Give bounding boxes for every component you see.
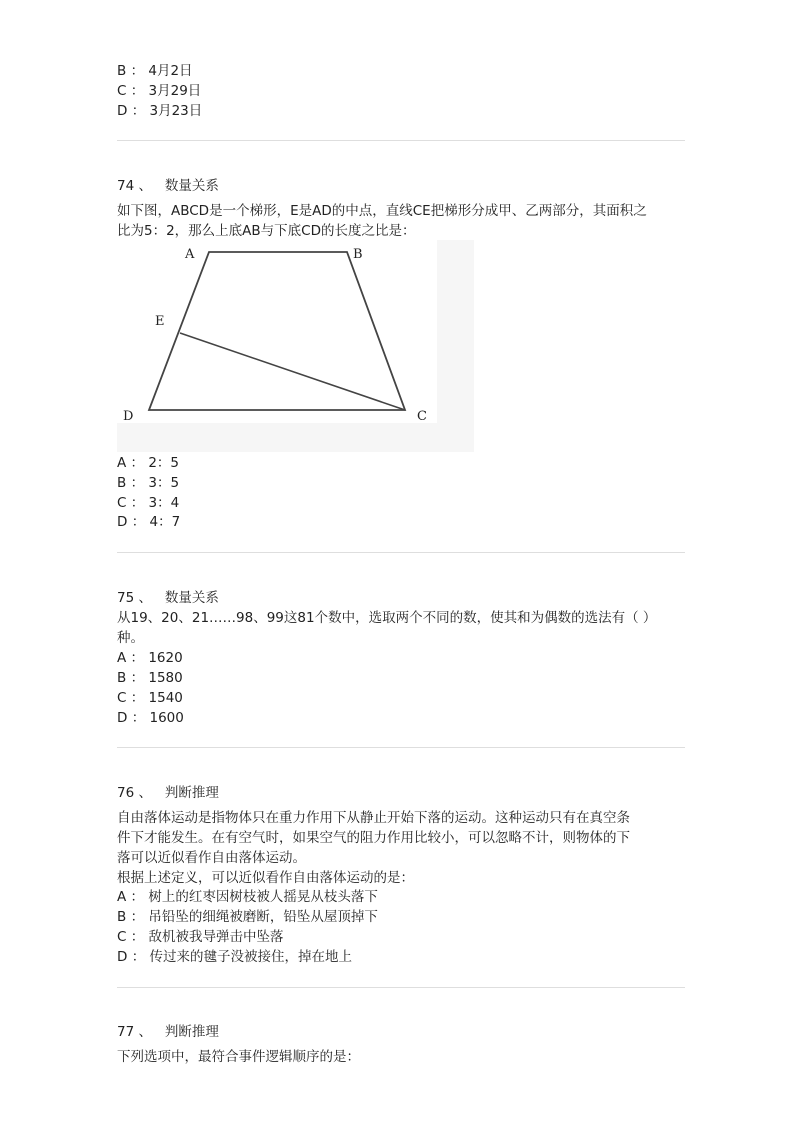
figure-canvas — [117, 240, 437, 423]
q77-number: 77 、 — [117, 1024, 152, 1040]
q76-option-b: B ： 吊铅坠的细绳被磨断，铅坠从屋顶掉下 — [117, 909, 378, 925]
q75-stem-line2: 种。 — [117, 630, 144, 646]
q74-stem-line2: 比为5：2，那么上底AB与下底CD的长度之比是： — [117, 223, 416, 239]
q76-stem-line4: 根据上述定义，可以近似看作自由落体运动的是： — [117, 870, 414, 886]
q76-header — [117, 783, 219, 803]
q75-header — [117, 588, 219, 608]
q76-option-d: D ： 传过来的毽子没被接住，掉在地上 — [117, 949, 352, 965]
divider — [117, 140, 685, 141]
q75-stem-line1: 从19、20、21……98、99这81个数中，选取两个不同的数，使其和为偶数的选法有（ ） — [117, 610, 657, 626]
q74-number: 74 、 — [117, 178, 152, 194]
q74-option-b: B ： 3：5 — [117, 475, 180, 491]
divider — [117, 747, 685, 748]
label-d: D — [123, 409, 134, 424]
q76-number: 76 、 — [117, 785, 152, 801]
q77-category: 判断推理 — [164, 1024, 219, 1040]
q76-category: 判断推理 — [164, 785, 219, 801]
q74-option-c: C ： 3：4 — [117, 495, 180, 511]
q74-category: 数量关系 — [164, 178, 219, 194]
q74-header — [117, 176, 219, 196]
prev-option-c: C ： 3月29日 — [117, 83, 202, 99]
divider — [117, 987, 685, 988]
q77-header — [117, 1022, 219, 1042]
label-e: E — [155, 314, 165, 329]
q76-option-c: C ： 敌机被我导弹击中坠落 — [117, 929, 284, 945]
prev-option-d: D ： 3月23日 — [117, 103, 203, 119]
q74-option-a: A ： 2：5 — [117, 455, 180, 471]
q75-option-d: D ： 1600 — [117, 710, 184, 726]
q75-option-b: B ： 1580 — [117, 670, 183, 686]
label-b: B — [353, 247, 363, 262]
label-a: A — [185, 247, 195, 262]
q74-stem-line1: 如下图，ABCD是一个梯形，E是AD的中点，直线CE把梯形分成甲、乙两部分，其面积之 — [117, 203, 647, 219]
label-c: C — [417, 409, 427, 424]
q77-stem-line1: 下列选项中，最符合事件逻辑顺序的是： — [117, 1049, 360, 1065]
q76-stem-line2: 件下才能发生。在有空气时，如果空气的阻力作用比较小，可以忽略不计，则物体的下 — [117, 830, 630, 846]
q75-category: 数量关系 — [164, 590, 219, 606]
q76-stem-line1: 自由落体运动是指物体只在重力作用下从静止开始下落的运动。这种运动只有在真空条 — [117, 810, 630, 826]
q75-option-c: C ： 1540 — [117, 690, 183, 706]
q75-option-a: A ： 1620 — [117, 650, 183, 666]
q74-option-d: D ： 4：7 — [117, 514, 181, 530]
q76-option-a: A ： 树上的红枣因树枝被人摇晃从枝头落下 — [117, 889, 378, 905]
trapezoid-figure — [117, 240, 474, 452]
prev-option-b: B ： 4月2日 — [117, 63, 193, 79]
q75-number: 75 、 — [117, 590, 152, 606]
trapezoid-diagram — [117, 240, 474, 452]
q76-stem-line3: 落可以近似看作自由落体运动。 — [117, 850, 306, 866]
divider — [117, 552, 685, 553]
